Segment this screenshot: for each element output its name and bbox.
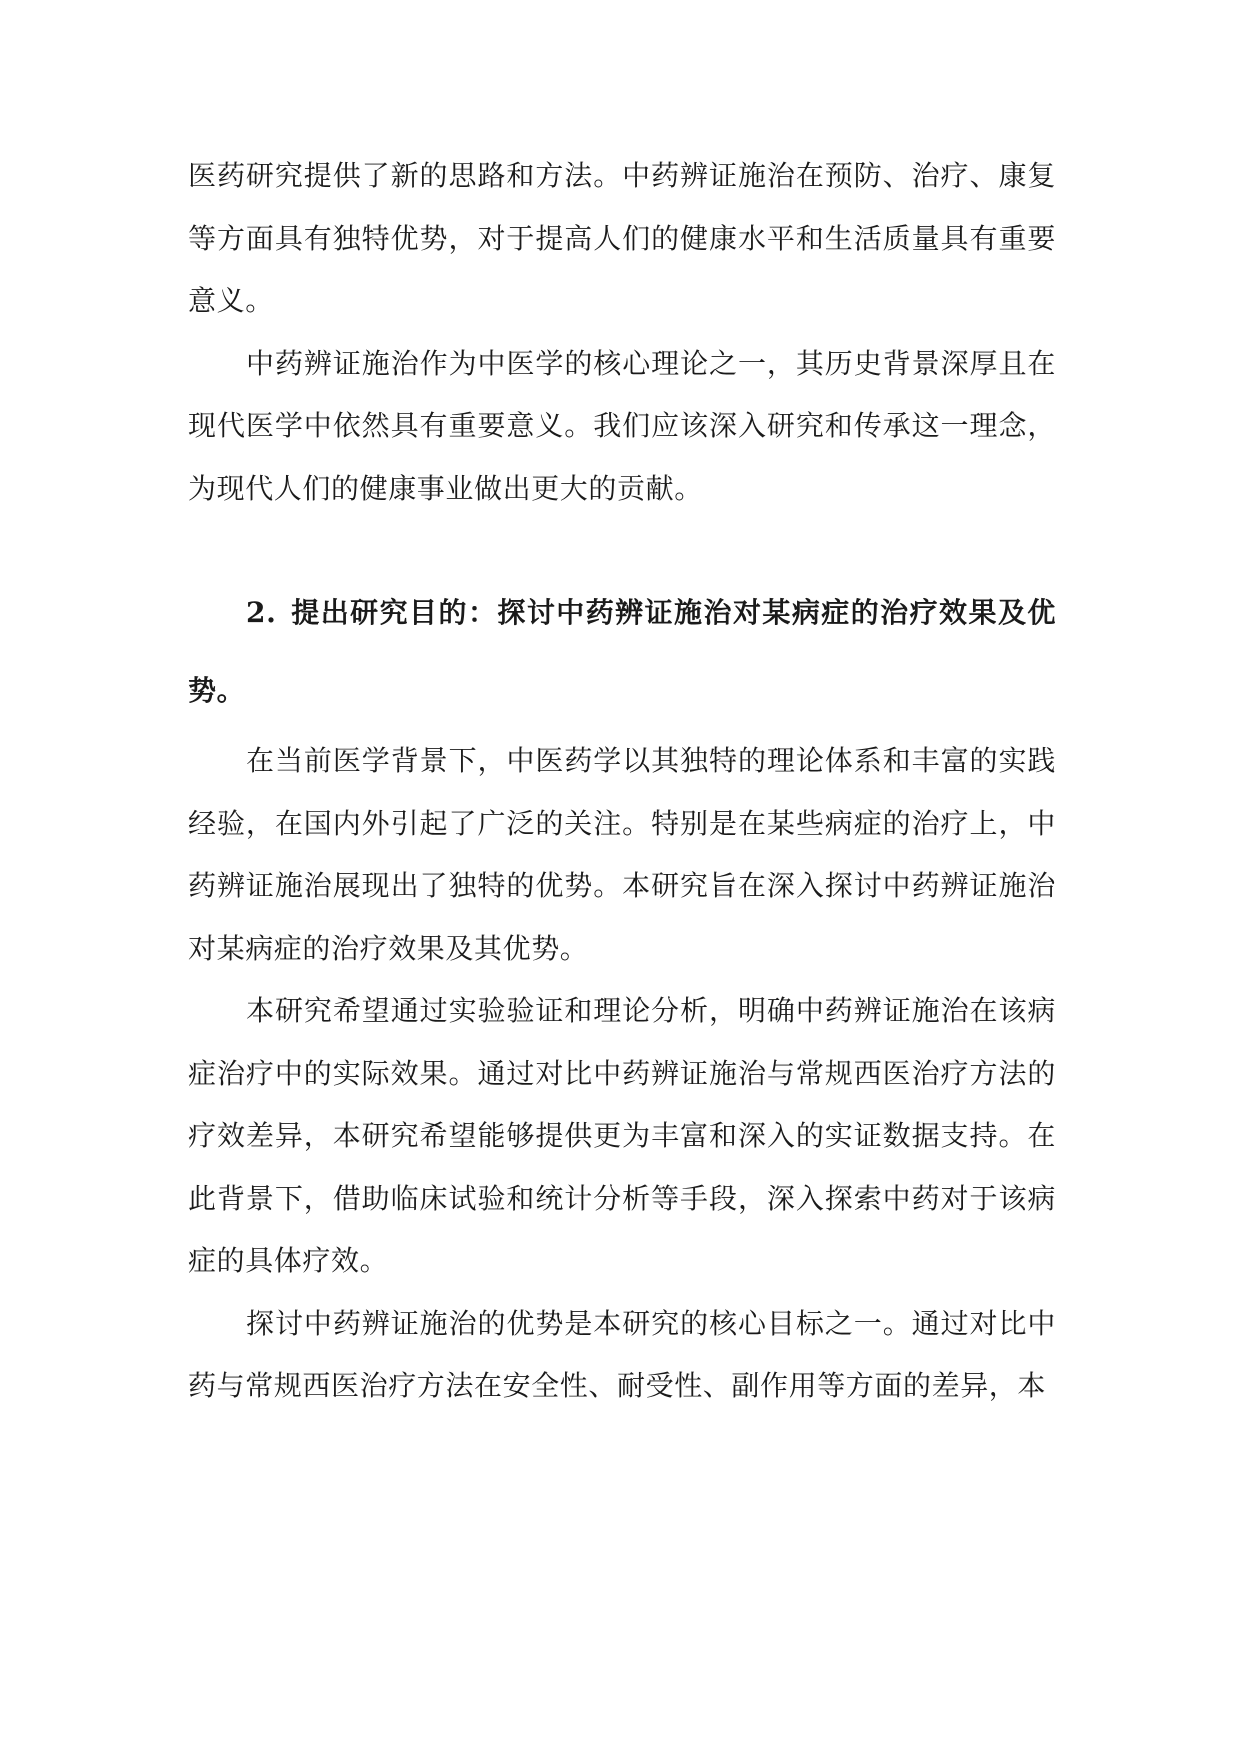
section-heading-text: 提出研究目的：探讨中药辨证施治对某病症的治疗效果及优势。 (188, 596, 1056, 707)
paragraph-research-background: 在当前医学背景下，中医药学以其独特的理论体系和丰富的实践经验，在国内外引起了广泛的关注。特别是在某些病症的治疗上，中药辨证施治展现出了独特的优势。本研究旨在深入探讨中药辨证施治对某病症的治疗效果及其优势。 (188, 744, 1056, 965)
section-heading-number: 2. (246, 596, 277, 629)
paragraph-research-method: 本研究希望通过实验验证和理论分析，明确中药辨证施治在该病症治疗中的实际效果。通过对比中药辨证施治与常规西医治疗方法的疗效差异，本研究希望能够提供更为丰富和深入的实证数据支持。在此背景下，借助临床试验和统计分析等手段，深入探索中药对于该病症的具体疗效。 (188, 994, 1056, 1277)
document-body (188, 145, 1056, 1418)
paragraph-history-significance: 中药辨证施治作为中医学的核心理论之一，其历史背景深厚且在现代医学中依然具有重要意义。我们应该深入研究和传承这一理念，为现代人们的健康事业做出更大的贡献。 (188, 346, 1056, 505)
section-heading (188, 574, 1056, 730)
paragraph-research-advantage: 探讨中药辨证施治的优势是本研究的核心目标之一。通过对比中药与常规西医治疗方法在安全性、耐受性、副作用等方面的差异，本 (188, 1306, 1056, 1402)
paragraph-continuation: 医药研究提供了新的思路和方法。中药辨证施治在预防、治疗、康复等方面具有独特优势，对于提高人们的健康水平和生活质量具有重要意义。 (188, 159, 1056, 317)
